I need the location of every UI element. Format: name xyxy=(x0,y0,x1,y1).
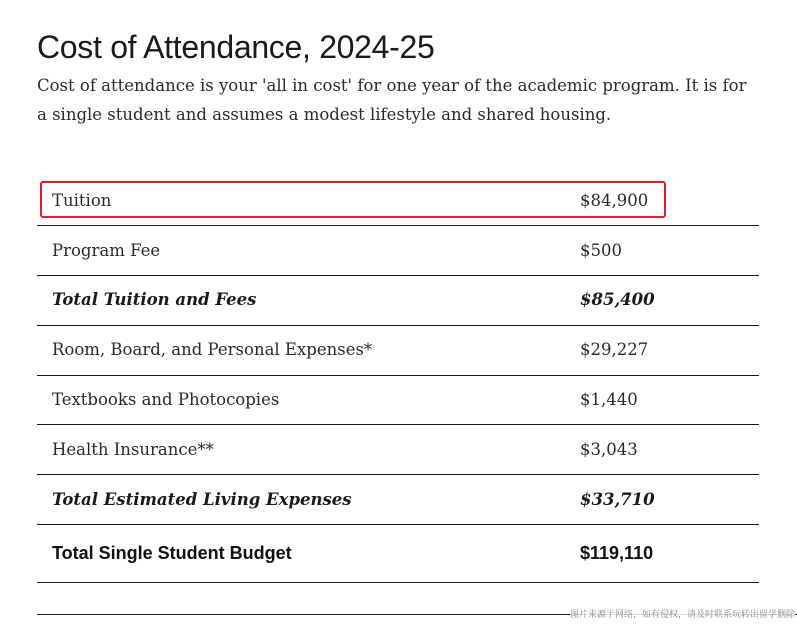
row-label: Total Single Student Budget xyxy=(52,543,292,564)
row-amount: $119,110 xyxy=(580,543,654,564)
table-row-textbooks xyxy=(37,375,759,425)
table-row-health-insurance xyxy=(37,425,759,475)
row-amount: $85,400 xyxy=(580,290,655,310)
table-row-program-fee xyxy=(37,226,759,276)
intro-paragraph: Cost of attendance is your 'all in cost' for one year of the academic program. It is for a single student and assumes a modest lifestyle and shared housing. xyxy=(37,76,747,124)
row-amount: $29,227 xyxy=(580,340,649,360)
row-amount: $84,900 xyxy=(580,190,649,210)
row-label: Total Tuition and Fees xyxy=(52,290,257,310)
row-amount: $500 xyxy=(580,240,622,260)
table-row-total-budget xyxy=(37,525,759,583)
table-row-total-tuition-fees xyxy=(37,276,759,326)
row-amount: $3,043 xyxy=(580,439,638,459)
row-label: Health Insurance** xyxy=(52,439,214,459)
row-label: Room, Board, and Personal Expenses* xyxy=(52,340,373,360)
row-label: Program Fee xyxy=(52,240,161,260)
table-row-tuition xyxy=(37,176,759,226)
table-row-total-living-expenses xyxy=(37,475,759,525)
row-amount: $33,710 xyxy=(580,489,655,509)
cost-table xyxy=(37,176,759,583)
row-amount: $1,440 xyxy=(580,390,638,410)
watermark-text: 图片来源于网络，如有侵权，请及时联系玩转出留学删除 xyxy=(570,607,795,620)
row-label: Tuition xyxy=(52,190,112,210)
row-label: Textbooks and Photocopies xyxy=(52,390,280,410)
table-row-room-board xyxy=(37,325,759,375)
page-title: Cost of Attendance, 2024-25 xyxy=(37,29,435,66)
row-label: Total Estimated Living Expenses xyxy=(52,489,352,509)
